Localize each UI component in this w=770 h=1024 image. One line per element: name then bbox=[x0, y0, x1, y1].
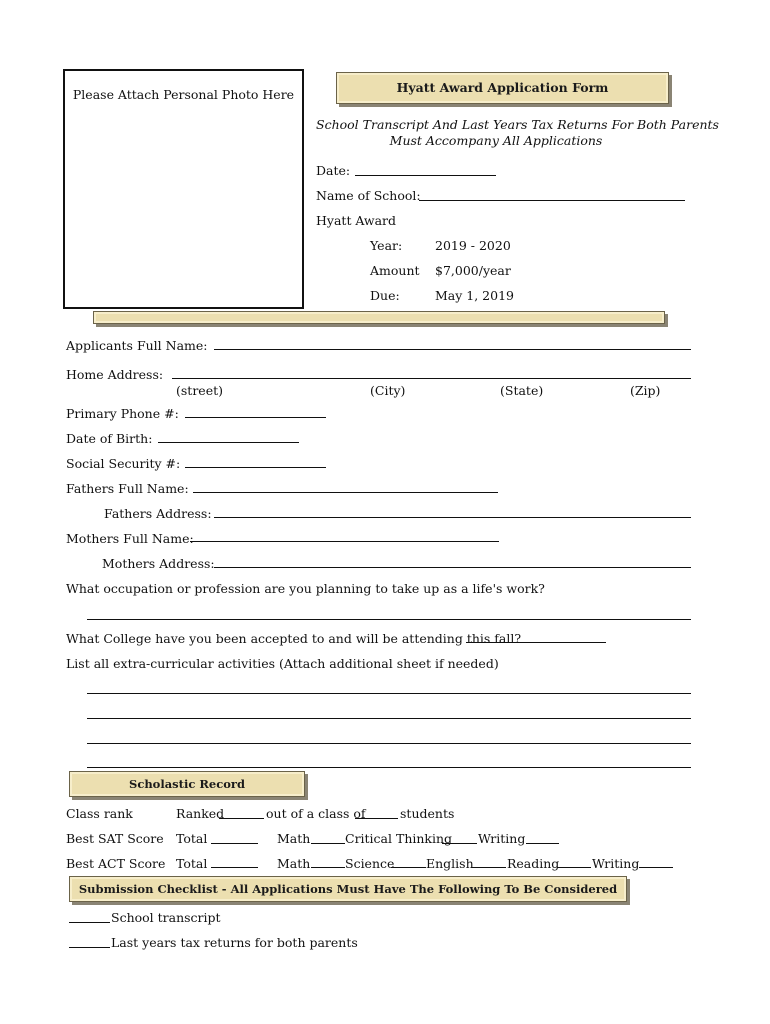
address-street-hint: (street) bbox=[176, 383, 223, 398]
father-name-field[interactable] bbox=[193, 492, 498, 493]
phone-field[interactable] bbox=[185, 417, 326, 418]
scholastic-record-banner bbox=[69, 771, 305, 797]
school-label: Name of School: bbox=[316, 188, 421, 203]
occupation-field[interactable] bbox=[87, 619, 691, 620]
mother-address-field[interactable] bbox=[214, 567, 691, 568]
home-address-label: Home Address: bbox=[66, 367, 164, 382]
activities-line-4[interactable] bbox=[87, 767, 691, 768]
out-of-class-label: out of a class of bbox=[266, 806, 366, 821]
ssn-field[interactable] bbox=[185, 467, 326, 468]
due-label: Due: bbox=[370, 288, 400, 303]
sat-total-field[interactable] bbox=[211, 843, 258, 844]
year-label: Year: bbox=[370, 238, 403, 253]
act-label: Best ACT Score bbox=[66, 856, 166, 871]
college-field[interactable] bbox=[466, 642, 606, 643]
act-english-label: English bbox=[426, 856, 474, 871]
occupation-question: What occupation or profession are you planning to take up as a life's work? bbox=[66, 581, 545, 596]
father-name-label: Fathers Full Name: bbox=[66, 481, 189, 496]
mother-name-field[interactable] bbox=[190, 541, 499, 542]
award-label: Hyatt Award bbox=[316, 213, 397, 228]
activities-line-3[interactable] bbox=[87, 743, 691, 744]
sat-math-label: Math bbox=[277, 831, 311, 846]
ranked-label: Ranked bbox=[176, 806, 225, 821]
year-value: 2019 - 2020 bbox=[435, 238, 511, 253]
sat-math-field[interactable] bbox=[311, 843, 345, 844]
address-city-hint: (City) bbox=[370, 383, 406, 398]
applicant-name-label: Applicants Full Name: bbox=[66, 338, 208, 353]
act-total-field[interactable] bbox=[211, 867, 258, 868]
activities-line-1[interactable] bbox=[87, 693, 691, 694]
checklist-checkbox-transcript[interactable] bbox=[69, 922, 110, 923]
submission-checklist-title: Submission Checklist - All Applications Must Have The Following To Be Considered bbox=[78, 882, 618, 896]
mother-address-label: Mothers Address: bbox=[102, 556, 215, 571]
class-rank-label: Class rank bbox=[66, 806, 133, 821]
act-reading-label: Reading bbox=[507, 856, 560, 871]
date-label: Date: bbox=[316, 163, 351, 178]
act-science-label: Science bbox=[345, 856, 395, 871]
school-field[interactable] bbox=[419, 200, 685, 201]
sat-writing-field[interactable] bbox=[526, 843, 559, 844]
mother-name-label: Mothers Full Name: bbox=[66, 531, 194, 546]
dob-label: Date of Birth: bbox=[66, 431, 153, 446]
dob-field[interactable] bbox=[158, 442, 299, 443]
act-reading-field[interactable] bbox=[557, 867, 591, 868]
photo-attachment-box[interactable] bbox=[63, 69, 304, 309]
class-size-field[interactable] bbox=[355, 818, 398, 819]
date-field[interactable] bbox=[355, 175, 496, 176]
activities-line-2[interactable] bbox=[87, 718, 691, 719]
due-value: May 1, 2019 bbox=[435, 288, 514, 303]
applicant-name-field[interactable] bbox=[214, 349, 691, 350]
act-science-field[interactable] bbox=[391, 867, 426, 868]
checklist-checkbox-tax-returns[interactable] bbox=[69, 947, 110, 948]
act-writing-label: Writing bbox=[592, 856, 640, 871]
phone-label: Primary Phone #: bbox=[66, 406, 179, 421]
submission-checklist-banner bbox=[69, 876, 627, 902]
form-title: Hyatt Award Application Form bbox=[396, 80, 609, 95]
form-title-banner bbox=[336, 72, 669, 104]
ssn-label: Social Security #: bbox=[66, 456, 181, 471]
sat-label: Best SAT Score bbox=[66, 831, 164, 846]
rank-field[interactable] bbox=[219, 818, 264, 819]
father-address-label: Fathers Address: bbox=[104, 506, 212, 521]
act-math-field[interactable] bbox=[311, 867, 345, 868]
address-zip-hint: (Zip) bbox=[630, 383, 661, 398]
sat-critical-thinking-label: Critical Thinking bbox=[345, 831, 453, 846]
photo-box-label: Please Attach Personal Photo Here bbox=[72, 87, 295, 102]
amount-value: $7,000/year bbox=[435, 263, 511, 278]
section-divider-banner bbox=[93, 311, 665, 324]
college-question: What College have you been accepted to and will be attending this fall? bbox=[66, 631, 522, 646]
act-math-label: Math bbox=[277, 856, 311, 871]
amount-label: Amount bbox=[370, 263, 420, 278]
act-english-field[interactable] bbox=[471, 867, 506, 868]
checklist-item-tax-returns: Last years tax returns for both parents bbox=[111, 935, 358, 950]
students-label: students bbox=[400, 806, 455, 821]
act-total-label: Total bbox=[176, 856, 208, 871]
sat-total-label: Total bbox=[176, 831, 208, 846]
sat-critical-thinking-field[interactable] bbox=[442, 843, 477, 844]
checklist-item-transcript: School transcript bbox=[111, 910, 221, 925]
notice-line-1: School Transcript And Last Years Tax Returns For Both Parents bbox=[316, 117, 719, 132]
notice-line-2: Must Accompany All Applications bbox=[389, 133, 603, 148]
address-state-hint: (State) bbox=[500, 383, 544, 398]
father-address-field[interactable] bbox=[214, 517, 691, 518]
sat-writing-label: Writing bbox=[478, 831, 526, 846]
activities-prompt: List all extra-curricular activities (Attach additional sheet if needed) bbox=[66, 656, 499, 671]
act-writing-field[interactable] bbox=[639, 867, 673, 868]
scholastic-record-title: Scholastic Record bbox=[129, 777, 245, 791]
home-address-field[interactable] bbox=[172, 378, 691, 379]
